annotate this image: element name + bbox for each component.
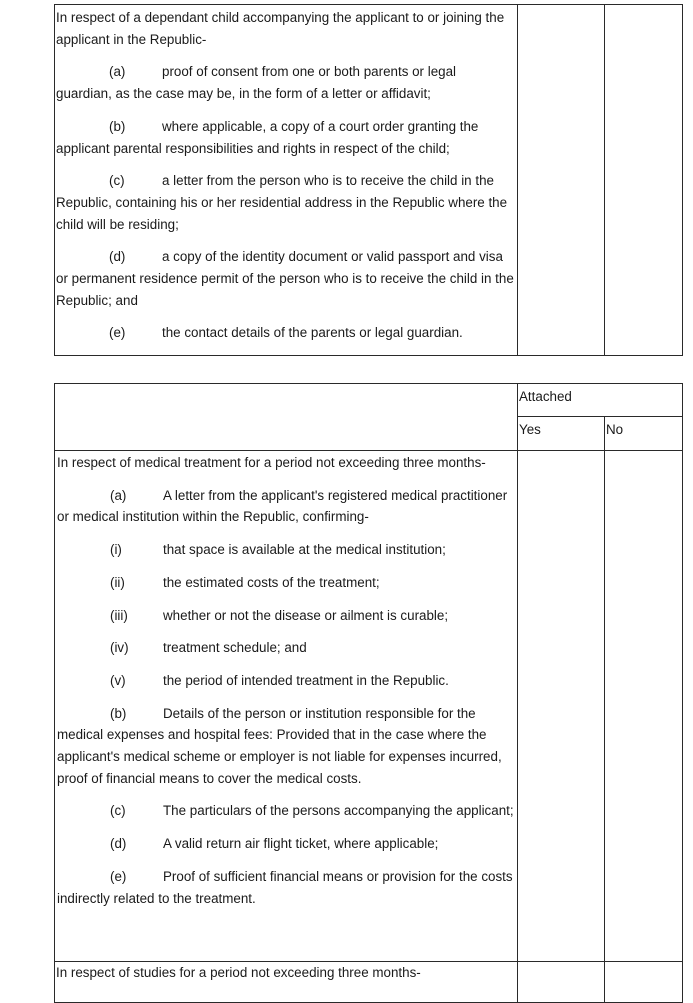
yes-label: Yes bbox=[519, 422, 541, 437]
medical-requirements-cell bbox=[55, 451, 518, 962]
requirement-list bbox=[56, 61, 515, 355]
yes-checkbox-cell[interactable] bbox=[518, 962, 605, 1003]
no-label: No bbox=[606, 422, 624, 437]
item-text: where applicable, a copy of a court order granting the applicant parental responsibilities and rights in respect of the child; bbox=[56, 118, 479, 156]
item-text: whether or not the disease or ailment is curable; bbox=[163, 607, 449, 623]
table-row bbox=[55, 962, 683, 1003]
item-label: (v) bbox=[110, 672, 126, 688]
sub-requirement-item bbox=[57, 539, 515, 561]
item-text: A letter from the applicant's registered medical practitioner or medical institution within the Republic, confirming- bbox=[57, 487, 508, 525]
section-intro: In respect of medical treatment for a period not exceeding three months- bbox=[57, 455, 486, 470]
section-intro: In respect of studies for a period not exceeding three months- bbox=[56, 965, 421, 980]
item-label: (d) bbox=[110, 836, 127, 852]
requirement-a bbox=[57, 485, 515, 528]
requirement-item bbox=[56, 322, 515, 344]
yes-header-cell bbox=[518, 417, 605, 451]
table-row bbox=[55, 5, 683, 356]
table-row bbox=[55, 384, 683, 417]
item-text: The particulars of the persons accompanying the applicant; bbox=[163, 803, 514, 819]
item-label: (i) bbox=[110, 542, 122, 558]
attached-header-cell bbox=[518, 384, 683, 417]
item-text: a letter from the person who is to receive the child in the Republic, containing his or her residential address in the Republic where the child will be residing; bbox=[56, 173, 508, 232]
attached-label: Attached bbox=[519, 389, 572, 404]
header-blank-cell bbox=[55, 384, 518, 451]
item-text: treatment schedule; and bbox=[163, 640, 307, 656]
item-label: (c) bbox=[109, 173, 125, 189]
studies-cell bbox=[55, 962, 518, 1003]
table-row bbox=[55, 451, 683, 962]
item-label: (c) bbox=[110, 803, 126, 819]
item-text: Proof of sufficient financial means or provision for the costs indirectly related to the treatment. bbox=[57, 868, 513, 906]
requirement-item bbox=[57, 866, 515, 909]
item-text: the contact details of the parents or legal guardian. bbox=[162, 325, 463, 341]
no-checkbox-cell[interactable] bbox=[605, 962, 683, 1003]
item-text: the period of intended treatment in the Republic. bbox=[163, 672, 449, 688]
item-text: that space is available at the medical institution; bbox=[163, 542, 446, 558]
dependant-child-table bbox=[54, 4, 683, 356]
requirement-item bbox=[56, 116, 515, 159]
no-checkbox-cell[interactable] bbox=[605, 5, 683, 356]
item-label: (iii) bbox=[110, 607, 128, 623]
requirement-item bbox=[56, 170, 515, 235]
requirement-list bbox=[57, 703, 515, 921]
item-text: the estimated costs of the treatment; bbox=[163, 574, 380, 590]
requirement-item bbox=[57, 703, 515, 790]
yes-checkbox-cell[interactable] bbox=[518, 451, 605, 962]
item-text: a copy of the identity document or valid passport and visa or permanent residence permit of the person who is to receive the child in the Republic; and bbox=[56, 249, 514, 308]
sub-requirement-item bbox=[57, 572, 515, 594]
yes-checkbox-cell[interactable] bbox=[518, 5, 605, 356]
item-text: proof of consent from one or both parents or legal guardian, as the case may be, in the form of a letter or affidavit; bbox=[56, 64, 457, 102]
item-label: (ii) bbox=[110, 574, 125, 590]
requirement-item bbox=[56, 246, 515, 311]
no-header-cell bbox=[605, 417, 683, 451]
item-label: (a) bbox=[110, 487, 127, 503]
item-label: (d) bbox=[109, 249, 126, 265]
item-text: A valid return air flight ticket, where applicable; bbox=[163, 836, 439, 852]
no-checkbox-cell[interactable] bbox=[605, 451, 683, 962]
section-intro: In respect of a dependant child accompanying the applicant to or joining the applicant in the Republic- bbox=[56, 10, 505, 47]
item-label: (a) bbox=[109, 64, 126, 80]
requirement-item bbox=[57, 800, 515, 822]
item-label: (iv) bbox=[110, 640, 129, 656]
requirement-item bbox=[56, 61, 515, 104]
item-label: (e) bbox=[110, 868, 127, 884]
item-label: (b) bbox=[110, 705, 127, 721]
requirements-cell bbox=[55, 5, 518, 356]
item-text: Details of the person or institution responsible for the medical expenses and hospital fees: Provided that in the case where the applicant's medical scheme or employer is not liable for expenses incurred, proof of financial means to cover the medical costs. bbox=[57, 705, 502, 786]
item-label: (b) bbox=[109, 118, 126, 134]
sub-requirement-list bbox=[57, 528, 515, 703]
sub-requirement-item bbox=[57, 637, 515, 659]
item-label: (e) bbox=[109, 325, 126, 341]
requirement-item bbox=[57, 833, 515, 855]
sub-requirement-item bbox=[57, 605, 515, 627]
sub-requirement-item bbox=[57, 670, 515, 692]
medical-treatment-table bbox=[54, 383, 683, 1003]
